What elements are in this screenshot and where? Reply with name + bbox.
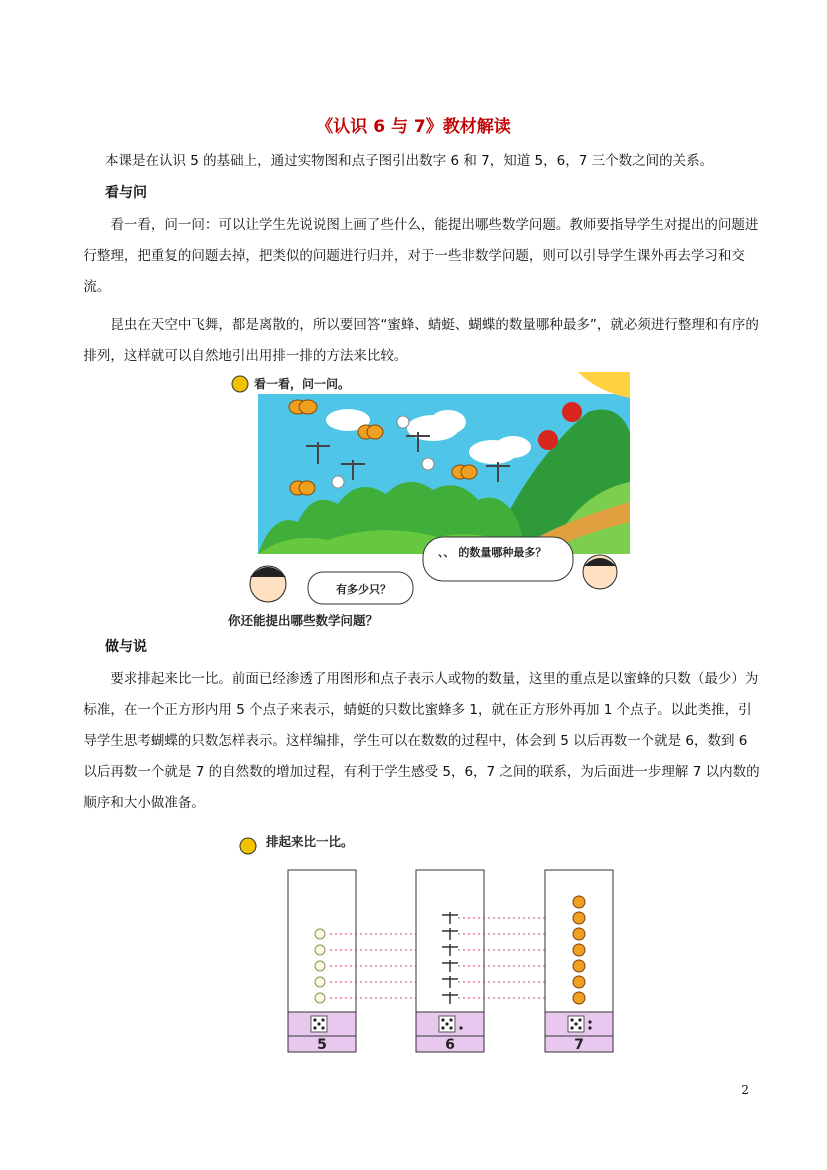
section-do-say xyxy=(105,632,755,663)
dot xyxy=(578,1018,581,1021)
ant-character xyxy=(538,430,558,450)
page-number: 2 xyxy=(741,1083,749,1097)
bubble-right-text: 、、 的数量哪种最多？ xyxy=(438,546,547,559)
butterfly-icon xyxy=(573,928,585,940)
section-heading-do-say: 做与说 xyxy=(105,639,147,655)
dot xyxy=(570,1018,573,1021)
butterfly-icon xyxy=(290,481,315,495)
ant-character xyxy=(562,402,582,422)
intro-paragraph xyxy=(105,146,755,177)
dot xyxy=(321,1026,324,1029)
dot xyxy=(321,1018,324,1021)
scene-illustration xyxy=(228,372,632,634)
bee-icon xyxy=(315,961,325,971)
column-number-label: 5 xyxy=(317,1037,327,1053)
column-number-label: 6 xyxy=(445,1037,455,1053)
intro-text: 本课是在认识 5 的基础上，通过实物图和点子图引出数字 6 和 7，知道 5，6，7 三个数之间的关系。 xyxy=(105,153,714,169)
section2-para1 xyxy=(83,664,760,819)
bee-icon xyxy=(315,945,325,955)
butterfly-icon xyxy=(573,944,585,956)
dot xyxy=(313,1026,316,1029)
page-title: 《认识 6 与 7》教材解读 xyxy=(316,117,511,137)
bee-icon xyxy=(315,977,325,987)
section1-para2-text: 昆虫在天空中飞舞，都是离散的，所以要回答“蜜蜂、蜻蜓、蝴蝶的数量哪种最多”，就必须进行整理和有序的排列，这样就可以自然地引出用排一排的方法来比较。 xyxy=(83,317,759,364)
mascot-icon xyxy=(232,376,248,392)
butterfly-icon xyxy=(289,400,317,414)
speech-bubble-right xyxy=(423,537,573,581)
column-number-label: 7 xyxy=(574,1037,584,1053)
dot xyxy=(449,1026,452,1029)
dot xyxy=(574,1022,577,1025)
section-look-ask xyxy=(105,178,755,209)
figure2-caption: 排起来比一比。 xyxy=(266,834,354,849)
dot xyxy=(449,1018,452,1021)
dot xyxy=(441,1018,444,1021)
section1-para1 xyxy=(83,210,760,303)
dot xyxy=(578,1026,581,1029)
figure1-caption-top: 看一看，问一问。 xyxy=(254,377,351,391)
dot xyxy=(317,1022,320,1025)
bee-icon xyxy=(315,993,325,1003)
bubble-left-text: 有多少只？ xyxy=(336,583,391,596)
dot xyxy=(570,1026,573,1029)
dot xyxy=(441,1026,444,1029)
dot xyxy=(445,1022,448,1025)
dot xyxy=(588,1020,591,1023)
butterfly-icon xyxy=(573,896,585,908)
section-heading-look-ask: 看与问 xyxy=(105,185,147,201)
figure1-caption-bottom: 你还能提出哪些数学问题？ xyxy=(228,613,379,628)
compare-figure xyxy=(236,826,626,1058)
butterfly-icon xyxy=(573,912,585,924)
butterfly-icon xyxy=(452,465,477,479)
butterfly-icon xyxy=(573,992,585,1004)
dot xyxy=(459,1026,462,1029)
section1-para2 xyxy=(83,310,760,372)
butterfly-icon xyxy=(573,960,585,972)
section2-para1-text: 要求排起来比一比。前面已经渗透了用图形和点子表示人或物的数量，这里的重点是以蜜蜂的只数（最少）为标准，在一个正方形内用 5 个点子来表示，蜻蜓的只数比蜜蜂多 1，就在正方形外再加 1 个点子。以此类推，引导学生思考蝴蝶的只数怎样表示。这样编排，学生可以在数数的过程中，体会到 5 以后再数一个就是 6，数到 6 以后再数一个就是 7 的自然数的增加过程，有利于学生感受 5，6，7 之间的联系，为后面进一步理解 7 以内数的顺序和大小做准备。 xyxy=(83,671,760,811)
butterfly-icon xyxy=(573,976,585,988)
dot xyxy=(588,1026,591,1029)
dot xyxy=(313,1018,316,1021)
mascot-icon xyxy=(240,838,256,854)
butterfly-icon xyxy=(358,425,383,439)
bee-icon xyxy=(315,929,325,939)
section1-para1-text: 看一看，问一问：可以让学生先说说图上画了些什么，能提出哪些数学问题。教师要指导学生对提出的问题进行整理，把重复的问题去掉，把类似的问题进行归并，对于一些非数学问题，则可以引导学生课外再去学习和交流。 xyxy=(83,217,759,295)
